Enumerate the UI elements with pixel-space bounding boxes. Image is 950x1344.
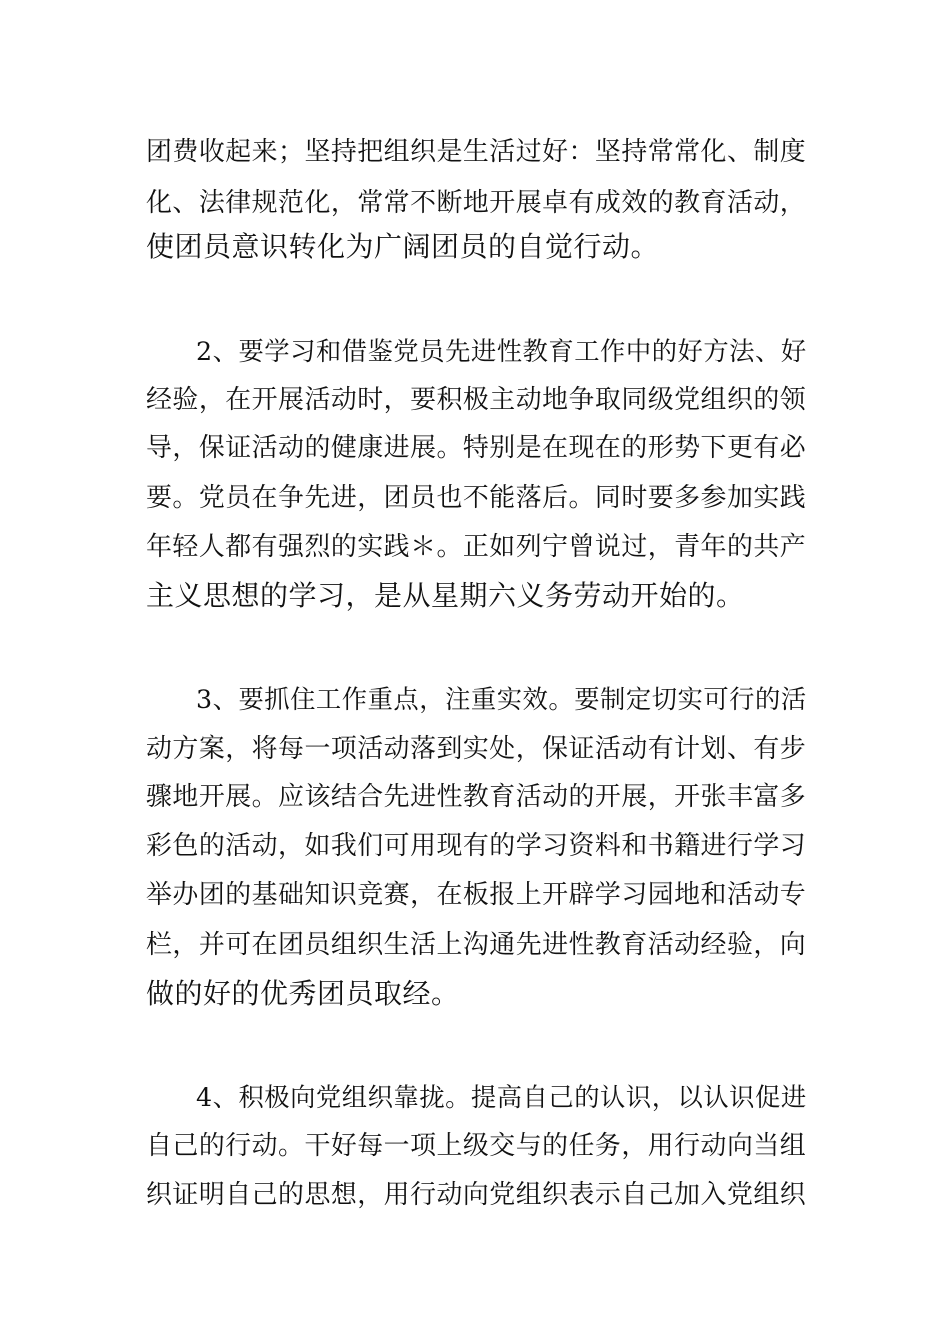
paragraph-3-line-1: 3、要抓住工作重点，注重实效。要制定切实可行的活: [196, 684, 807, 714]
paragraph-2-line-3: 导，保证活动的健康进展。特别是在现在的形势下更有必: [146, 433, 807, 463]
paragraph-3-line-3: 骤地开展。应该结合先进性教育活动的开展，开张丰富多: [146, 782, 807, 812]
paragraph-3-line-7: 做的好的优秀团员取经。: [146, 977, 460, 1010]
paragraph-2-line-5: 年轻人都有强烈的实践＊。正如列宁曾说过，青年的共产: [146, 532, 807, 562]
paragraph-4-line-1: 4、积极向党组织靠拢。提高自己的认识，以认识促进: [196, 1082, 807, 1112]
paragraph-2-line-1: 2、要学习和借鉴党员先进性教育工作中的好方法、好: [196, 336, 807, 366]
paragraph-2-line-2: 经验，在开展活动时，要积极主动地争取同级党组织的领: [146, 385, 807, 415]
paragraph-3-line-6: 栏，并可在团员组织生活上沟通先进性教育活动经验，向: [146, 930, 807, 960]
paragraph-1-line-1: 团费收起来；坚持把组织是生活过好：坚持常常化、制度: [146, 137, 807, 167]
paragraph-2-line-6: 主义思想的学习，是从星期六义务劳动开始的。: [146, 579, 745, 612]
paragraph-4-line-3: 织证明自己的思想，用行动向党组织表示自己加入党组织: [146, 1180, 807, 1210]
paragraph-2-line-4: 要。党员在争先进，团员也不能落后。同时要多参加实践: [146, 483, 807, 513]
paragraph-1-line-2: 化、法律规范化，常常不断地开展卓有成效的教育活动，: [146, 188, 807, 218]
paragraph-3-line-2: 动方案，将每一项活动落到实处，保证活动有计划、有步: [146, 734, 807, 764]
paragraph-4-line-2: 自己的行动。干好每一项上级交与的任务，用行动向当组: [146, 1131, 807, 1161]
paragraph-1-line-3: 使团员意识转化为广阔团员的自觉行动。: [146, 230, 660, 263]
paragraph-3-line-4: 彩色的活动，如我们可用现有的学习资料和书籍进行学习: [146, 831, 807, 861]
paragraph-3-line-5: 举办团的基础知识竞赛，在板报上开辟学习园地和活动专: [146, 880, 807, 910]
